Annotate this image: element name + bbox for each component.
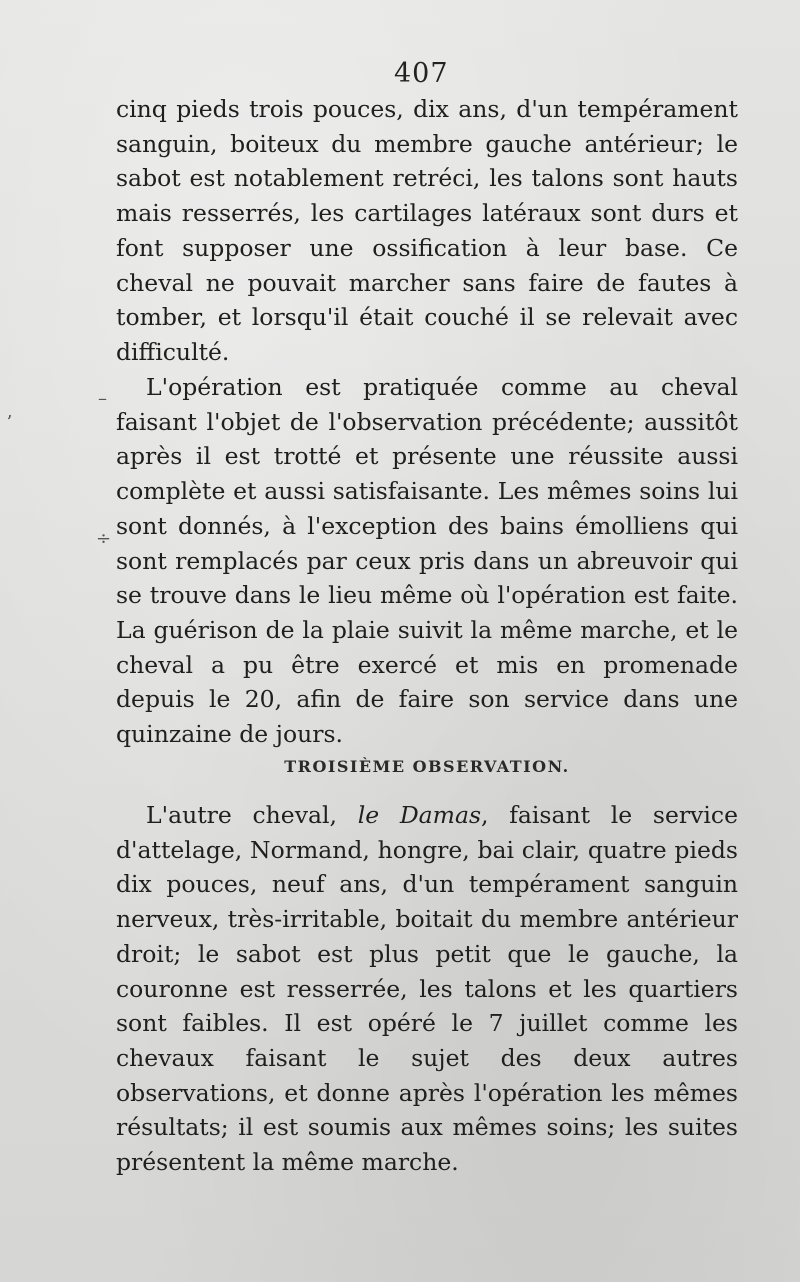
text-after-name: , faisant le service d'attelage, Normand, hongre, bai clair, quatre pieds dix pouces, neuf ans, d'un tempérament sanguin nerveux, très-irritable, boitait du membre antérieur droit; le sabot est plus petit que le gauche, la couronne est resserrée, les talons et les quartiers sont faibles. Il est opéré le 7 juillet comme les chevaux faisant le sujet des deux autres observations, et donne après l'opération les mêmes résultats; il est soumis aux mêmes soins; les suites présentent la même marche. <box>116 801 738 1177</box>
section-heading: TROISIÈME OBSERVATION. <box>284 757 570 776</box>
margin-mark: ÷ <box>96 528 112 549</box>
page-number: 407 <box>394 58 449 89</box>
paragraph-text: L'opération est pratiquée comme au cheval faisant l'objet de l'observation précédente; aussitôt après il est trotté et présente une réussite aussi complète et aussi satisfaisante. Les mêmes soins lui sont donnés, à l'exception des bains émolliens qui sont remplacés par ceux pris dans un abreuvoir qui se trouve dans le lieu même où l'opération est faite. La guérison de la plaie suivit la même marche, et le cheval a pu être exercé et mis en promenade depuis le 20, afin de faire son service dans une quinzaine de jours. <box>116 373 738 749</box>
text-before-name: L'autre cheval, <box>146 801 358 829</box>
paragraph-operation <box>116 370 738 752</box>
horse-name: le Damas <box>357 801 482 829</box>
margin-mark: – <box>98 388 107 409</box>
paragraph-continuation <box>116 92 738 370</box>
margin-mark: ʼ <box>6 412 12 433</box>
paragraph-third-observation <box>116 798 738 1180</box>
paragraph-text <box>116 798 738 1180</box>
paragraph-text: cinq pieds trois pouces, dix ans, d'un tempérament sanguin, boiteux du membre gauche antérieur; le sabot est notablement retréci, les talons sont hauts mais resserrés, les cartilages latéraux sont durs et font supposer une ossification à leur base. Ce cheval ne pouvait marcher sans faire de fautes à tomber, et lorsqu'il était couché il se relevait avec difficulté. <box>116 95 738 366</box>
